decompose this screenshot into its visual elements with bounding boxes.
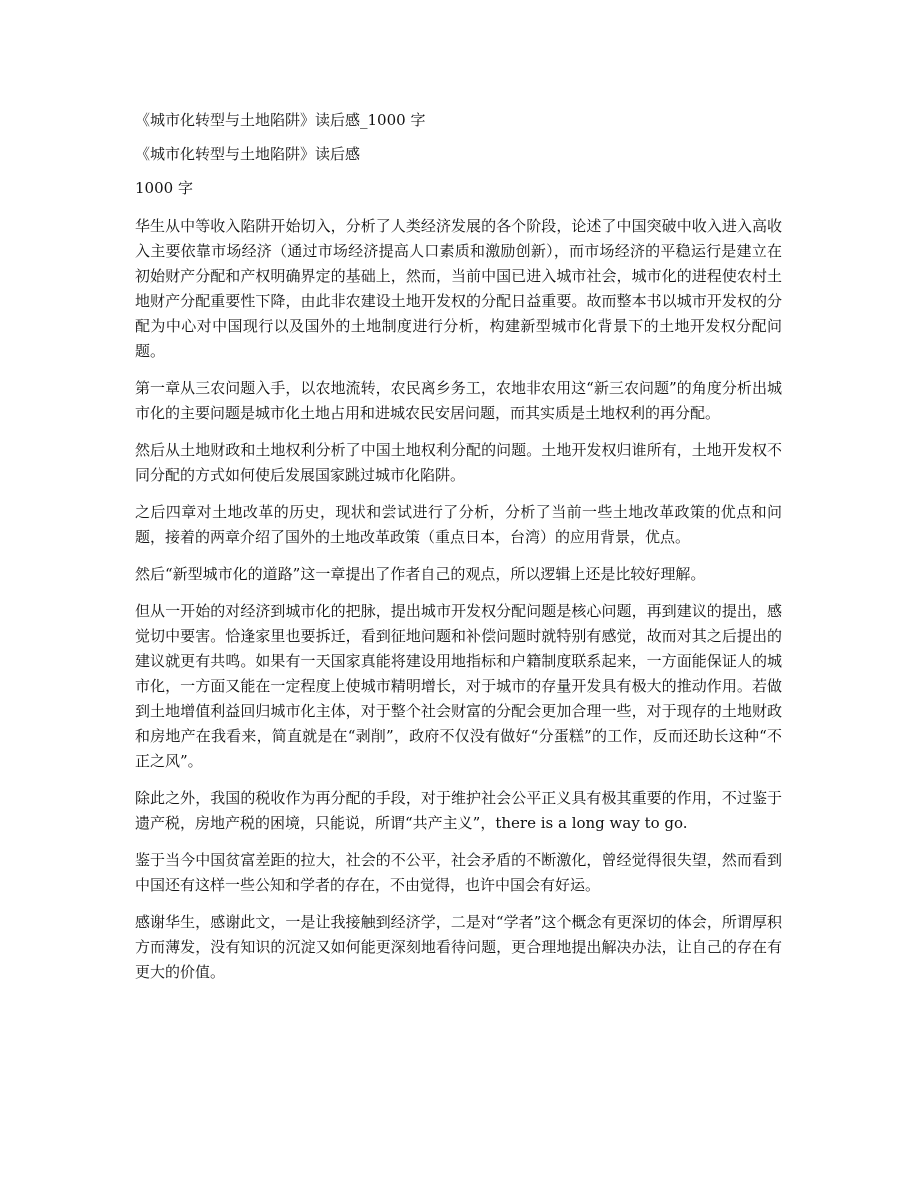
paragraph-7: 除此之外，我国的税收作为再分配的手段，对于维护社会公平正义具有极其重要的作用，不过鉴于遗产税，房地产税的困境，只能说，所谓“共产主义”，there is a long way to go. xyxy=(135,789,782,832)
paragraph-4: 之后四章对土地改革的历史，现状和尝试进行了分析，分析了当前一些土地改革政策的优点和问题，接着的两章介绍了国外的土地改革政策（重点日本，台湾）的应用背景，优点。 xyxy=(135,503,782,546)
paragraph-3: 然后从土地财政和土地权利分析了中国土地权利分配的问题。土地开发权归谁所有，土地开发权不同分配的方式如何使后发展国家跳过城市化陷阱。 xyxy=(135,441,782,484)
document-subtitle: 《城市化转型与土地陷阱》读后感 xyxy=(135,145,361,163)
paragraph-8: 鉴于当今中国贫富差距的拉大，社会的不公平，社会矛盾的不断激化，曾经觉得很失望，然而看到中国还有这样一些公知和学者的存在，不由觉得，也许中国会有好运。 xyxy=(135,851,782,894)
document-page xyxy=(135,108,782,997)
paragraph-9: 感谢华生，感谢此文，一是让我接触到经济学，二是对“学者”这个概念有更深切的体会，所谓厚积方而薄发，没有知识的沉淀又如何能更深刻地看待问题，更合理地提出解决办法，让自己的存在有更大的价值。 xyxy=(135,913,782,981)
paragraph-5: 然后“新型城市化的道路”这一章提出了作者自己的观点，所以逻辑上还是比较好理解。 xyxy=(135,565,706,583)
paragraph-2: 第一章从三农问题入手，以农地流转，农民离乡务工，农地非农用这“新三农问题”的角度分析出城市化的主要问题是城市化土地占用和进城农民安居问题，而其实质是土地权利的再分配。 xyxy=(135,379,782,422)
word-count: 1000 字 xyxy=(135,179,193,197)
paragraph-1: 华生从中等收入陷阱开始切入，分析了人类经济发展的各个阶段，论述了中国突破中收入进入高收入主要依靠市场经济（通过市场经济提高人口素质和激励创新），而市场经济的平稳运行是建立在初始财产分配和产权明确界定的基础上，然而，当前中国已进入城市社会，城市化的进程使农村土地财产分配重要性下降，由此非农建设土地开发权的分配日益重要。故而整本书以城市开发权的分配为中心对中国现行以及国外的土地制度进行分析，构建新型城市化背景下的土地开发权分配问题。 xyxy=(135,217,782,360)
document-title: 《城市化转型与土地陷阱》读后感_1000 字 xyxy=(135,111,426,129)
paragraph-6: 但从一开始的对经济到城市化的把脉，提出城市开发权分配问题是核心问题，再到建议的提出，感觉切中要害。恰逢家里也要拆迁，看到征地问题和补偿问题时就特别有感觉，故而对其之后提出的建议就更有共鸣。如果有一天国家真能将建设用地指标和户籍制度联系起来，一方面能保证人的城市化，一方面又能在一定程度上使城市精明增长，对于城市的存量开发具有极大的推动作用。若做到土地增值利益回归城市化主体，对于整个社会财富的分配会更加合理一些，对于现存的土地财政和房地产在我看来，简直就是在“剥削”，政府不仅没有做好“分蛋糕”的工作，反而还助长这种“不正之风”。 xyxy=(135,602,782,770)
